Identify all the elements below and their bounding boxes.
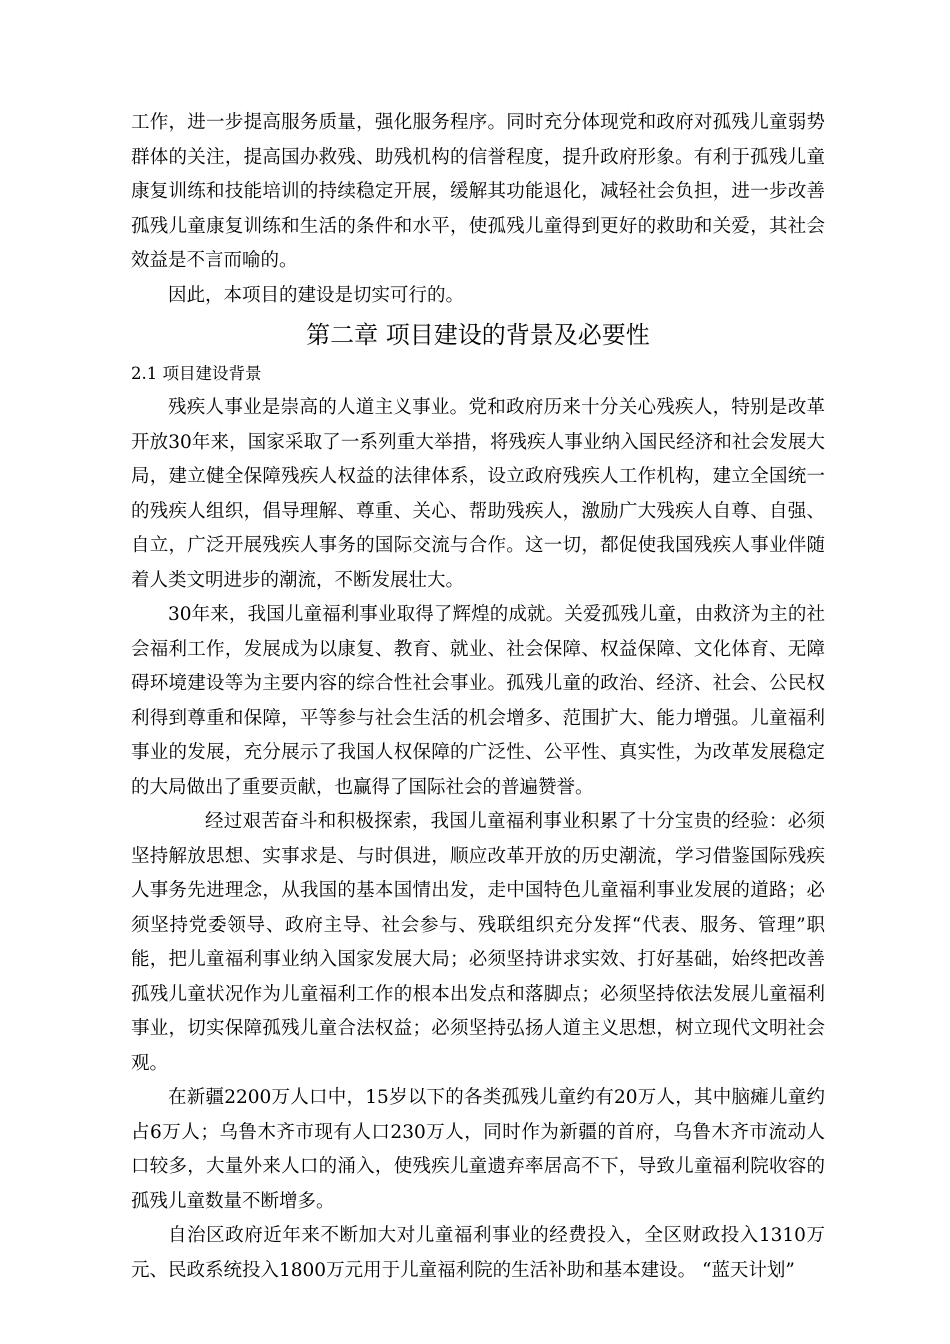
chapter-title: 第二章 项目建设的背景及必要性	[306, 321, 650, 349]
body-paragraph: 在新疆2200万人口中，15岁以下的各类孤残儿童约有20万人，其中脑瘫儿童约占6万人；乌鲁木齐市现有人口230万人，同时作为新疆的首府，乌鲁木齐市流动人口较多，大量外来人口的涌入，使残疾儿童遗弃率居高不下，导致儿童福利院收容的孤残儿童数量不断增多。	[131, 1087, 825, 1212]
body-paragraph: 经过艰苦奋斗和积极探索，我国儿童福利事业积累了十分宝贵的经验：必须坚持解放思想、实事求是、与时俱进，顺应改革开放的历史潮流，学习借鉴国际残疾人事务先进理念，从我国的基本国情出发，走中国特色儿童福利事业发展的道路；必须坚持党委领导、政府主导、社会参与、残联组织充分发挥“代表、服务、管理”职能，把儿童福利事业纳入国家发展大局；必须坚持讲求实效、打好基础，始终把改善孤残儿童状况作为儿童福利工作的根本出发点和落脚点；必须坚持依法发展儿童福利事业，切实保障孤残儿童合法权益；必须坚持弘扬人道主义思想，树立现代文明社会观。	[131, 811, 825, 1074]
body-paragraph: 残疾人事业是崇高的人道主义事业。党和政府历来十分关心残疾人，特别是改革开放30年来，国家采取了一系列重大举措，将残疾人事业纳入国民经济和社会发展大局，建立健全保障残疾人权益的法律体系，设立政府残疾人工作机构，建立全国统一的残疾人组织，倡导理解、尊重、关心、帮助残疾人，激励广大残疾人自尊、自强、自立，广泛开展残疾人事务的国际交流与合作。这一切，都促使我国残疾人事业伴随着人类文明进步的潮流，不断发展壮大。	[131, 397, 825, 591]
document-page	[131, 106, 825, 1288]
opening-paragraph: 工作，进一步提高服务质量，强化服务程序。同时充分体现党和政府对孤残儿童弱势群体的关注，提高国办救残、助残机构的信誉程度，提升政府形象。有利于孤残儿童康复训练和技能培训的持续稳定开展，缓解其功能退化，减轻社会负担，进一步改善孤残儿童康复训练和生活的条件和水平，使孤残儿童得到更好的救助和关爱，其社会效益是不言而喻的。	[131, 112, 825, 271]
conclusion-paragraph: 因此，本项目的建设是切实可行的。	[168, 284, 465, 306]
body-paragraph: 自治区政府近年来不断加大对儿童福利事业的经费投入，全区财政投入1310万元、民政系统投入1800万元用于儿童福利院的生活补助和基本建设。 “蓝天计划”	[131, 1225, 825, 1281]
section-heading: 2.1 项目建设背景	[131, 364, 262, 383]
body-paragraph: 30年来，我国儿童福利事业取得了辉煌的成就。关爱孤残儿童，由救济为主的社会福利工作，发展成为以康复、教育、就业、社会保障、权益保障、文化体育、无障碍环境建设等为主要内容的综合性社会事业。孤残儿童的政治、经济、社会、公民权利得到尊重和保障，平等参与社会生活的机会增多、范围扩大、能力增强。儿童福利事业的发展，充分展示了我国人权保障的广泛性、公平性、真实性，为改革发展稳定的大局做出了重要贡献，也赢得了国际社会的普遍赞誉。	[131, 604, 825, 798]
